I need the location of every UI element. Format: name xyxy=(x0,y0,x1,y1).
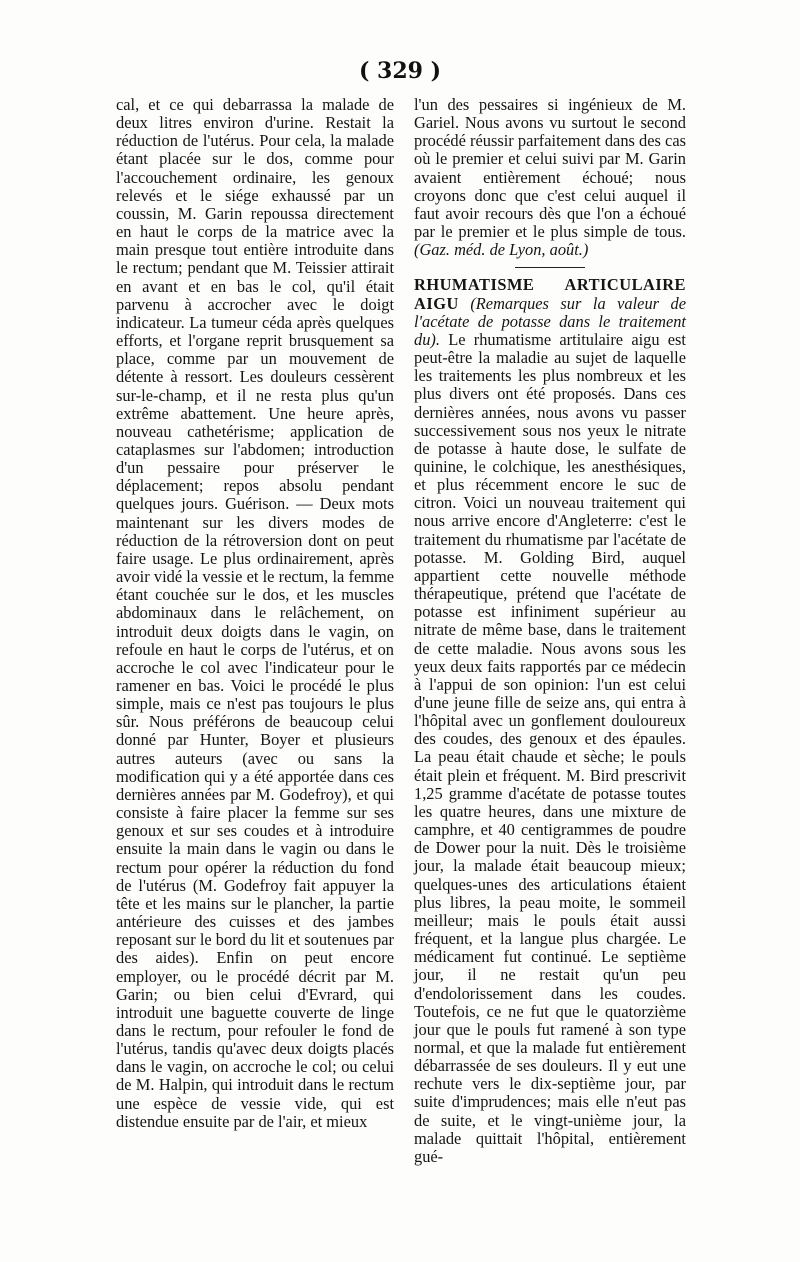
section-divider xyxy=(515,267,585,268)
citation: (Gaz. méd. de Lyon, août.) xyxy=(414,240,589,260)
article-text: Le rhumatisme artitulaire aigu est peut-être la maladie au sujet de laquelle les traitements les plus nombreux et les plus divers ont été proposés. Dans ces dernières années, nous avons vu passer successivement sous nos yeux le nitrate de potasse à haute dose, le sulfate de quinine, le colchique, les anesthésiques, et plus récemment encore le suc de citron. Voici un nouveau traitement qui nous arrive encore d'Angleterre: c'est le traitement du rhumatisme par l'acétate de potasse. M. Golding Bird, auquel appartient cette nouvelle méthode thérapeutique, prétend que l'acétate de potasse est infiniment supérieur au nitrate de même base, dans le traitement de cette maladie. Nous avons sous les yeux deux faits rapportés par ce médecin à l'appui de son opinion: l'un est celui d'une jeune fille de seize ans, qui entra à l'hôpital avec un gonflement douloureux des coudes, des genoux et des épaules. La peau était chaude et sèche; le pouls était plein et fréquent. M. Bird prescrivit 1,25 gramme d'acétate de potasse toutes les quatre heures, dans une mixture de camphre, et 40 centigrammes de poudre de Dower pour la nuit. Dès le troisième jour, la malade était beaucoup mieux; quelques-unes des articulations étaient plus libres, la peau moite, le sommeil meilleur; mais le pouls était aussi fréquent, et la langue plus chargée. Le médicament fut continué. Le septième jour, il ne restait qu'un peu d'endolorissement dans les coudes. Toutefois, ce ne fut que le quatorzième jour que le pouls fut ramené à son type normal, et que la malade fut entièrement débarrassée de ses douleurs. Il y eut une rechute vers le dix-septième jour, par suite d'imprudences; mais elle n'eut pas de suite, et le vingt-unième jour, la malade quittait l'hôpital, entièrement gué- xyxy=(414,329,686,1166)
article-paragraph xyxy=(414,276,686,1166)
left-column xyxy=(116,96,394,1131)
page-number: ( 329 ) xyxy=(358,58,442,84)
intro-paragraph xyxy=(414,96,686,259)
article-title: RHUMATISME ARTICULAIRE AIGU xyxy=(414,275,686,313)
intro-text: l'un des pessaires si ingénieux de M. Gariel. Nous avons vu surtout le second procédé réussir parfaitement dans des cas où le premier et celui suivi par M. Garin avaient entièrement échoué; nous croyons donc que c'est celui auquel il faut avoir recours dès que l'on a échoué par le premier et le plus simple de tous. xyxy=(414,95,686,242)
right-column xyxy=(414,96,686,1166)
left-column-text: cal, et ce qui debarrassa la malade de deux litres environ d'urine. Restait la réduction de l'utérus. Pour cela, la malade étant placée sur le dos, comme pour l'accouchement ordinaire, les genoux relevés et le siége exhaussé par un coussin, M. Garin repoussa directement en haut le corps de la matrice avec la main presque tout entière introduite dans le rectum; pendant que M. Teissier attirait en avant et en bas le col, qu'il était parvenu à accrocher avec le doigt indicateur. La tumeur céda après quelques efforts, et l'organe reprit brusquement sa place, comme par un mouvement de détente à ressort. Les douleurs cessèrent sur-le-champ, et il ne resta plus qu'un extrême abattement. Une heure après, nouveau cathetérisme; application de cataplasmes sur l'abdomen; introduction d'un pessaire pour préserver le déplacement; repos absolu pendant quelques jours. Guérison. — Deux mots maintenant sur les divers modes de réduction de la rétroversion dont on peut faire usage. Le plus ordinairement, après avoir vidé la vessie et le rectum, la femme étant couchée sur le dos, et les muscles abdominaux dans le relâchement, on introduit deux doigts dans le vagin, on refoule en haut le corps de l'utérus, et on accroche le col avec l'indicateur pour le ramener en bas. Voici le procédé le plus simple, mais ce n'est pas toujours le plus sûr. Nous préférons de beaucoup celui donné par Hunter, Boyer et plusieurs autres auteurs (avec ou sans la modification qui y a été apportée dans ces dernières années par M. Godefroy), et qui consiste à faire placer la femme sur ses genoux et sur ses coudes et à introduire ensuite la main dans le vagin ou dans le rectum pour opérer la réduction du fond de l'utérus (M. Godefroy fait appuyer la tête et les mains sur le plancher, la partie antérieure des cuisses et des jambes reposant sur le bord du lit et soutenues par des aides). Enfin on peut encore employer, ou le procédé décrit par M. Garin; ou bien celui d'Evrard, qui introduit une baguette couverte de linge dans le rectum, pour refouler le fond de l'utérus, tandis qu'avec deux doigts placés dans le vagin, on accroche le col; ou celui de M. Halpin, qui introduit dans le rectum une espèce de vessie vide, qui est distendue ensuite par de l'air, et mieux xyxy=(116,95,394,1131)
article-subtitle: (Remarques sur la valeur de l'acétate de potasse dans le traitement du). xyxy=(414,293,686,349)
